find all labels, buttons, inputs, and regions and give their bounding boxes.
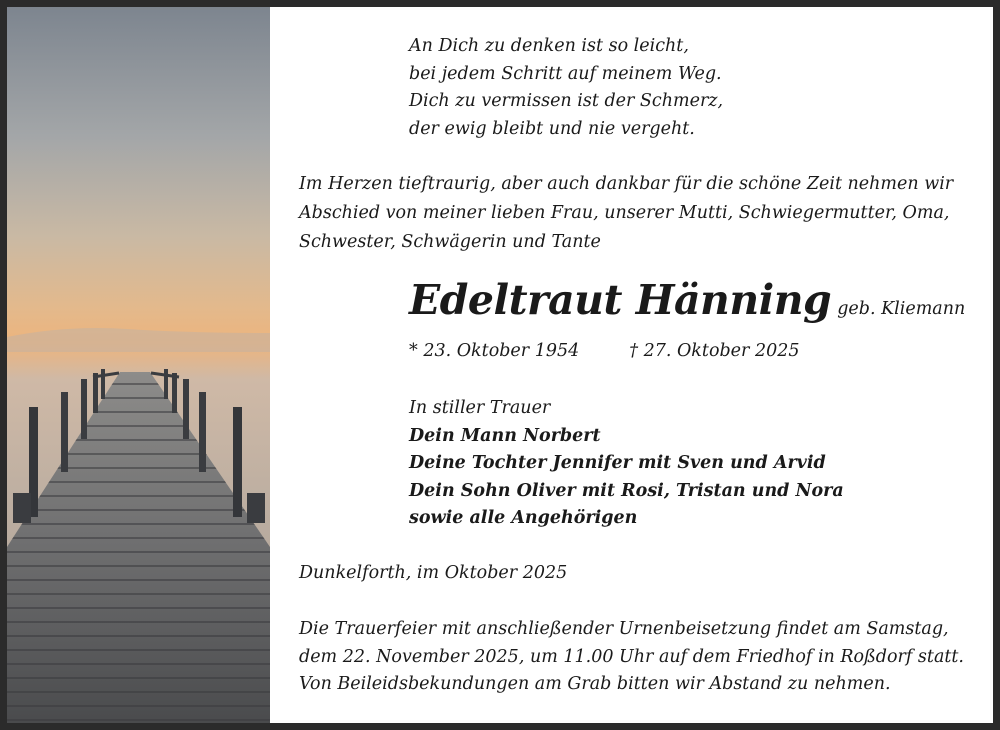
mourner-line: sowie alle Angehörigen: [409, 508, 638, 528]
intro-line: Im Herzen tieftraurig, aber auch dankbar für die schöne Zeit nehmen wir: [299, 174, 954, 194]
mourner-line: Dein Mann Norbert: [409, 425, 601, 446]
intro-text: [299, 170, 953, 257]
birth-date: * 23. Oktober 1954: [409, 341, 580, 361]
service-line: dem 22. November 2025, um 11.00 Uhr auf dem Friedhof in Roßdorf statt.: [299, 646, 964, 667]
life-dates: [409, 341, 800, 361]
notice-text: [270, 7, 993, 723]
obituary-notice: [7, 7, 993, 723]
poem: [409, 33, 723, 143]
poem-line: Dich zu vermissen ist der Schmerz,: [409, 91, 724, 111]
intro-line: Abschied von meiner lieben Frau, unserer Mutti, Schwiegermutter, Oma,: [299, 203, 950, 223]
poem-line: bei jedem Schritt auf meinem Weg.: [409, 63, 722, 84]
deceased-name: Edeltraut Hänning: [409, 276, 832, 324]
service-info: [299, 616, 964, 699]
death-date: † 27. Oktober 2025: [629, 341, 800, 361]
mourners-heading: In stiller Trauer: [409, 398, 551, 418]
mourner-line: Deine Tochter Jennifer mit Sven und Arvid: [409, 453, 826, 473]
poem-line: der ewig bleibt und nie vergeht.: [409, 118, 695, 139]
service-line: Von Beileidsbekundungen am Grab bitten wir Abstand zu nehmen.: [299, 674, 891, 694]
birth-name: geb. Kliemann: [837, 299, 966, 319]
mourners: [409, 395, 844, 533]
place-date: Dunkelforth, im Oktober 2025: [299, 563, 568, 583]
poem-line: An Dich zu denken ist so leicht,: [409, 36, 689, 56]
intro-line: Schwester, Schwägerin und Tante: [299, 232, 601, 252]
deceased-name-row: [409, 276, 965, 324]
jetty-image: [7, 7, 270, 723]
service-line: Die Trauerfeier mit anschließender Urnenbeisetzung findet am Samstag,: [299, 619, 949, 639]
jetty-photo: [7, 7, 270, 723]
mourner-line: Dein Sohn Oliver mit Rosi, Tristan und Nora: [409, 480, 844, 501]
